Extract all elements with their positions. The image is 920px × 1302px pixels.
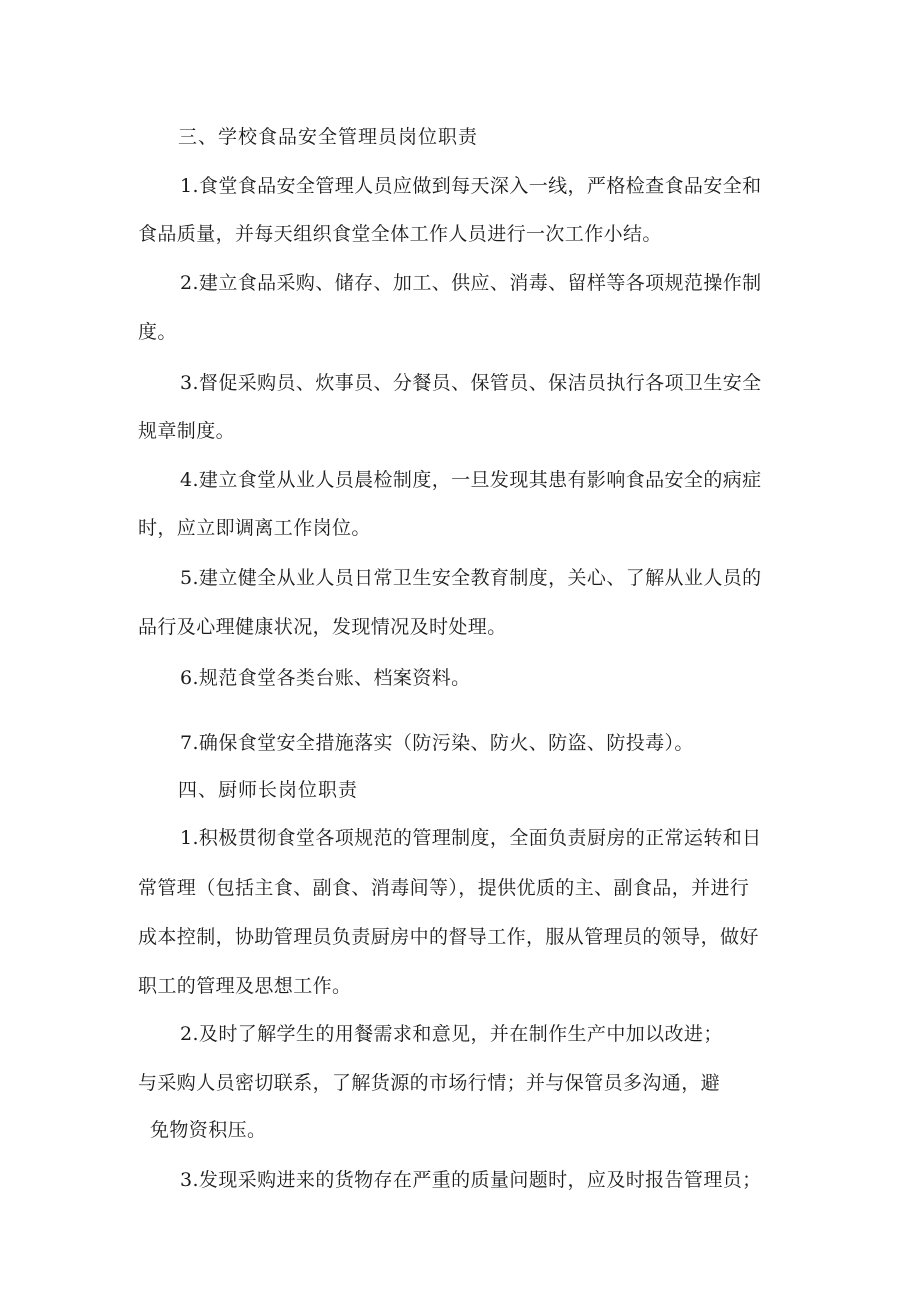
section-3-heading: 三、学校食品安全管理员岗位职责	[178, 126, 479, 148]
s4-item-2-line-1: 2.及时了解学生的用餐需求和意见，并在制作生产中加以改进；	[180, 1023, 723, 1045]
s3-item-5-line-1: 5.建立健全从业人员日常卫生安全教育制度，关心、了解从业人员的	[180, 567, 762, 589]
s3-item-3-line-2: 规章制度。	[138, 420, 236, 442]
s3-item-4-line-1: 4.建立食堂从业人员晨检制度，一旦发现其患有影响食品安全的病症	[180, 469, 762, 491]
s3-item-1-line-2: 食品质量，并每天组织食堂全体工作人员进行一次工作小结。	[138, 223, 662, 245]
s4-item-1-line-3: 成本控制，协助管理员负责厨房中的督导工作，服从管理员的领导，做好	[138, 926, 759, 948]
s4-item-1-line-1: 1.积极贯彻食堂各项规范的管理制度，全面负责厨房的正常运转和日	[180, 827, 762, 849]
section-4-heading: 四、厨师长岗位职责	[178, 779, 359, 801]
s3-item-2-line-2: 度。	[138, 321, 177, 343]
s3-item-5-line-2: 品行及心理健康状况，发现情况及时处理。	[138, 616, 507, 638]
s3-item-7: 7.确保食堂安全措施落实（防污染、防火、防盗、防投毒）。	[180, 732, 694, 754]
s3-item-2-line-1: 2.建立食品采购、储存、加工、供应、消毒、留样等各项规范操作制	[180, 272, 762, 294]
s3-item-1-line-1: 1.食堂食品安全管理人员应做到每天深入一线，严格检查食品安全和	[180, 175, 762, 197]
s4-item-3-line-1: 3.发现采购进来的货物存在严重的质量问题时，应及时报告管理员；	[180, 1169, 762, 1191]
s3-item-6: 6.规范食堂各类台账、档案资料。	[180, 667, 471, 689]
s3-item-3-line-1: 3.督促采购员、炊事员、分餐员、保管员、保洁员执行各项卫生安全	[180, 372, 762, 394]
s4-item-2-line-2: 与采购人员密切联系，了解货源的市场行情；并与保管员多沟通，避	[138, 1072, 721, 1094]
s4-item-1-line-2: 常管理（包括主食、副食、消毒间等），提供优质的主、副食品，并进行	[138, 877, 750, 899]
s4-item-2-line-3: 免物资积压。	[150, 1119, 267, 1141]
s4-item-1-line-4: 职工的管理及思想工作。	[138, 975, 352, 997]
s3-item-4-line-2: 时，应立即调离工作岗位。	[138, 517, 371, 539]
